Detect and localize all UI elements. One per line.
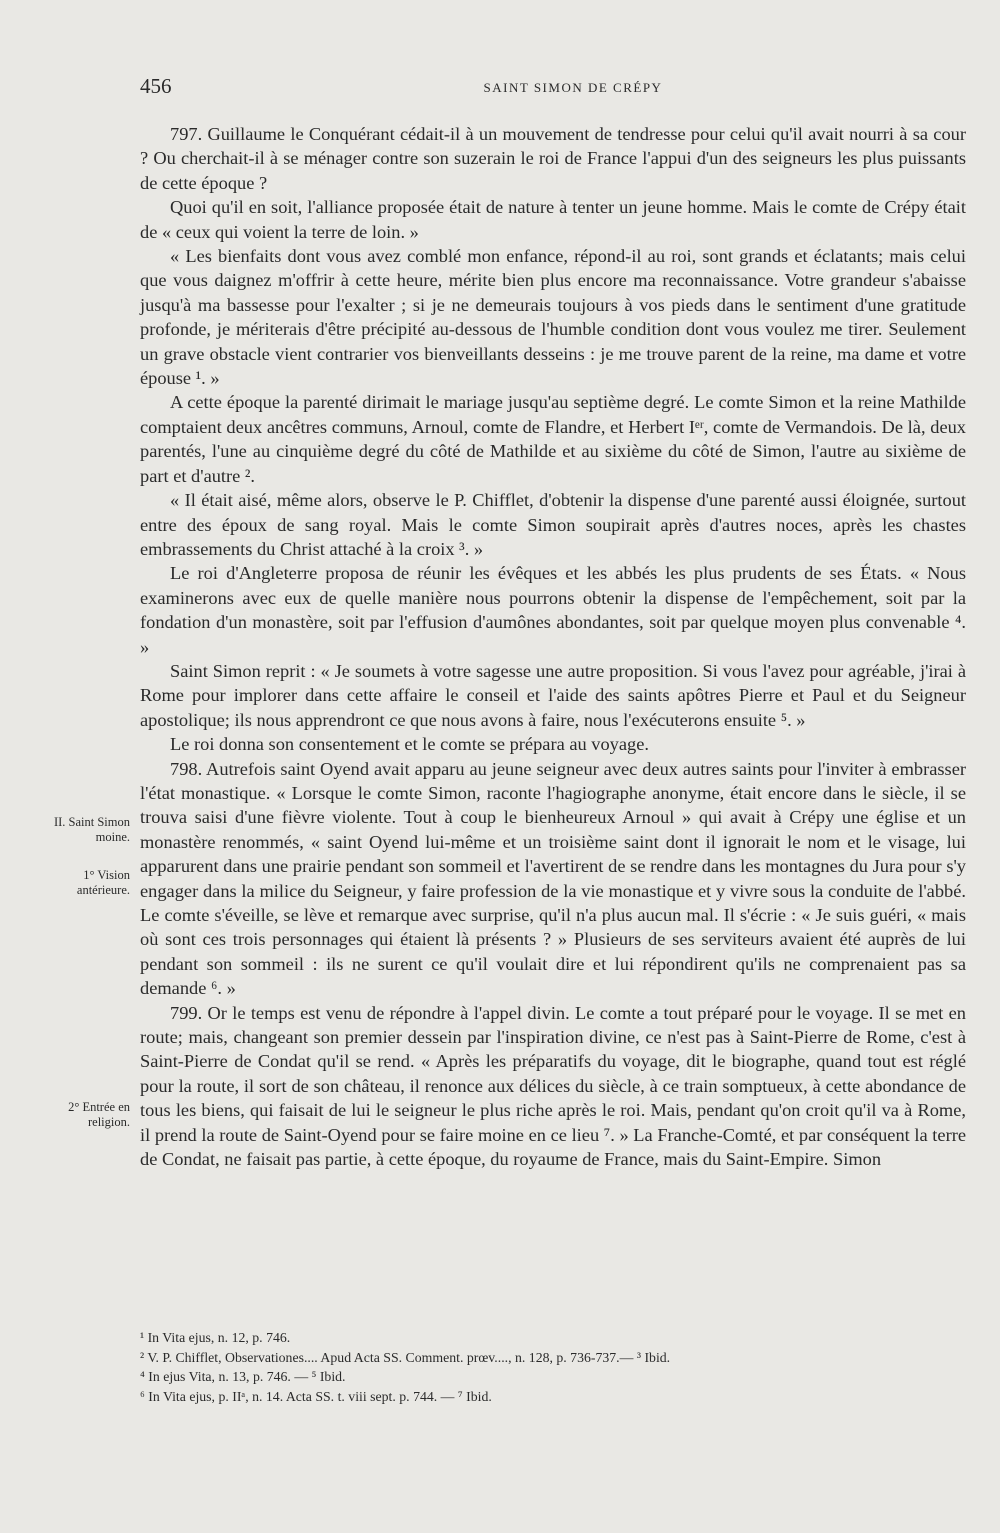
footnote: ⁶ In Vita ejus, p. IIᵃ, n. 14. Acta SS. t. viii sept. p. 744. — ⁷ Ibid. — [140, 1388, 492, 1404]
paragraph: 799. Or le temps est venu de répondre à l'appel divin. Le comte a tout préparé pour le voyage. Il se met en route; mais, changeant son premier dessein par l'inspiration divine, ce n'est pas à Saint-Pierre de Rome, c'est à Saint-Pierre de Condat qu'il se rend. « Après les préparatifs du voyage, dit le biographe, quand tout est réglé pour la route, il sort de son château, il renonce aux délices du siècle, à ce train somptueux, à cette abondance de tous les biens, qui faisait de lui le seigneur le plus riche après le roi. Mais, pendant qu'on croit qu'il va à Rome, il prend la route de Saint-Oyend pour se faire moine en ce lieu ⁷. » La Franche-Comté, et par conséquent la terre de Condat, ne faisait pas partie, à cette époque, du royaume de France, mais du Saint-Empire. Simon — [140, 1002, 966, 1170]
page-header — [140, 74, 966, 104]
paragraph: « Les bienfaits dont vous avez comblé mon enfance, répond-il au roi, sont grands et éclatants; mais celui que vous daignez m'offrir à cette heure, mérite bien plus encore ma reconnaissance. Votre grandeur s'abaisse jusqu'à ma bassesse pour l'exalter ; si je ne demeurais toujours à vos pieds dans le sentiment d'une gratitude profonde, je mériterais d'être précipité au-dessous de l'humble condition dont vous voulez me tirer. Seulement un grave obstacle vient contrarier vos bienveillants desseins : je me trouve parent de la reine, ma dame et votre épouse ¹. » — [140, 246, 966, 389]
margin-note-entree-religion: 2° Entrée en religion. — [68, 1100, 130, 1129]
paragraph: Quoi qu'il en soit, l'alliance proposée était de nature à tenter un jeune homme. Mais le comte de Crépy était de « ceux qui voient la terre de loin. » — [140, 197, 966, 242]
paragraph: Saint Simon reprit : « Je soumets à votre sagesse une autre proposition. Si vous l'avez pour agréable, j'irai à Rome pour implorer dans cette affaire le conseil et l'aide des saints apôtres Pierre et Paul et du Seigneur apostolique; ils nous apprendront ce que nous avons à faire, nous l'exécuterons ensuite ⁵. » — [140, 660, 966, 730]
footnote: ⁴ In ejus Vita, n. 13, p. 746. — ⁵ Ibid. — [140, 1369, 346, 1385]
paragraph: « Il était aisé, même alors, observe le P. Chifflet, d'obtenir la dispense d'une parenté aussi éloignée, surtout entre des époux de sang royal. Mais le comte Simon soupirait après d'autres noces, après les chastes embrassements du Christ attaché à la croix ³. » — [140, 490, 966, 559]
margin-note-saint-simon-moine: II. Saint Simon moine. — [53, 815, 130, 844]
footnotes — [140, 1328, 966, 1406]
margin-note-vision: 1° Vision antérieure. — [76, 868, 130, 897]
main-text — [140, 122, 966, 1171]
page-number: 456 — [140, 74, 172, 98]
running-title: SAINT SIMON DE CRÉPY — [483, 80, 663, 95]
paragraph: Le roi d'Angleterre proposa de réunir les évêques et les abbés les plus prudents de ses États. « Nous examinerons avec eux de quelle manière nous pourrons obtenir la dispense de l'empêchement, soit par la fondation d'un monastère, soit par l'effusion d'aumônes abondantes, soit par quelque moyen plus convenable ⁴. » — [140, 563, 966, 657]
paragraph: Le roi donna son consentement et le comte se prépara au voyage. — [170, 734, 649, 755]
paragraph: 797. Guillaume le Conquérant cédait-il à un mouvement de tendresse pour celui qu'il avait nourri à sa cour ? Ou cherchait-il à se ménager contre son suzerain le roi de France l'appui d'un des seigneurs les plus puissants de cette époque ? — [140, 124, 966, 193]
footnote: ² V. P. Chifflet, Observationes.... Apud Acta SS. Comment. prœv...., n. 128, p. 736-737.— ³ Ibid. — [140, 1349, 671, 1365]
footnote: ¹ In Vita ejus, n. 12, p. 746. — [140, 1330, 291, 1345]
paragraph: 798. Autrefois saint Oyend avait apparu au jeune seigneur avec deux autres saints pour l'inviter à embrasser l'état monastique. « Lorsque le comte Simon, raconte l'hagiographe anonyme, était encore dans le siècle, il se trouva saisi d'une fièvre violente. Tout à coup le bienheureux Arnoul » qui avait à Crépy une église et un monastère renommés, « saint Oyend lui-même et un troisième saint dont il ignorait le nom et le visage, lui apparurent dans une prairie pendant son sommeil et l'avertirent de se rendre dans les montagnes du Jura pour s'y engager dans la milice du Seigneur, y faire profession de la vie monastique et y vivre sous la conduite de l'abbé. Le comte s'éveille, se lève et remarque avec surprise, qu'il n'a plus aucun mal. Il s'écrie : « Je suis guéri, « mais où sont ces trois personnages qui étaient là présents ? » Plusieurs de ses serviteurs avaient été auprès de lui pendant son sommeil : ils ne surent ce qu'il voulait dire et lui répondirent qu'ils ne comprenaient pas sa demande ⁶. » — [140, 758, 966, 999]
paragraph: A cette époque la parenté dirimait le mariage jusqu'au septième degré. Le comte Simon et la reine Mathilde comptaient deux ancêtres communs, Arnoul, comte de Flandre, et Herbert Iᵉʳ, comte de Vermandois. De là, deux parentés, l'une au cinquième degré du côté de Mathilde et au sixième du côté de Simon, l'autre au sixième de part et d'autre ². — [140, 392, 966, 486]
